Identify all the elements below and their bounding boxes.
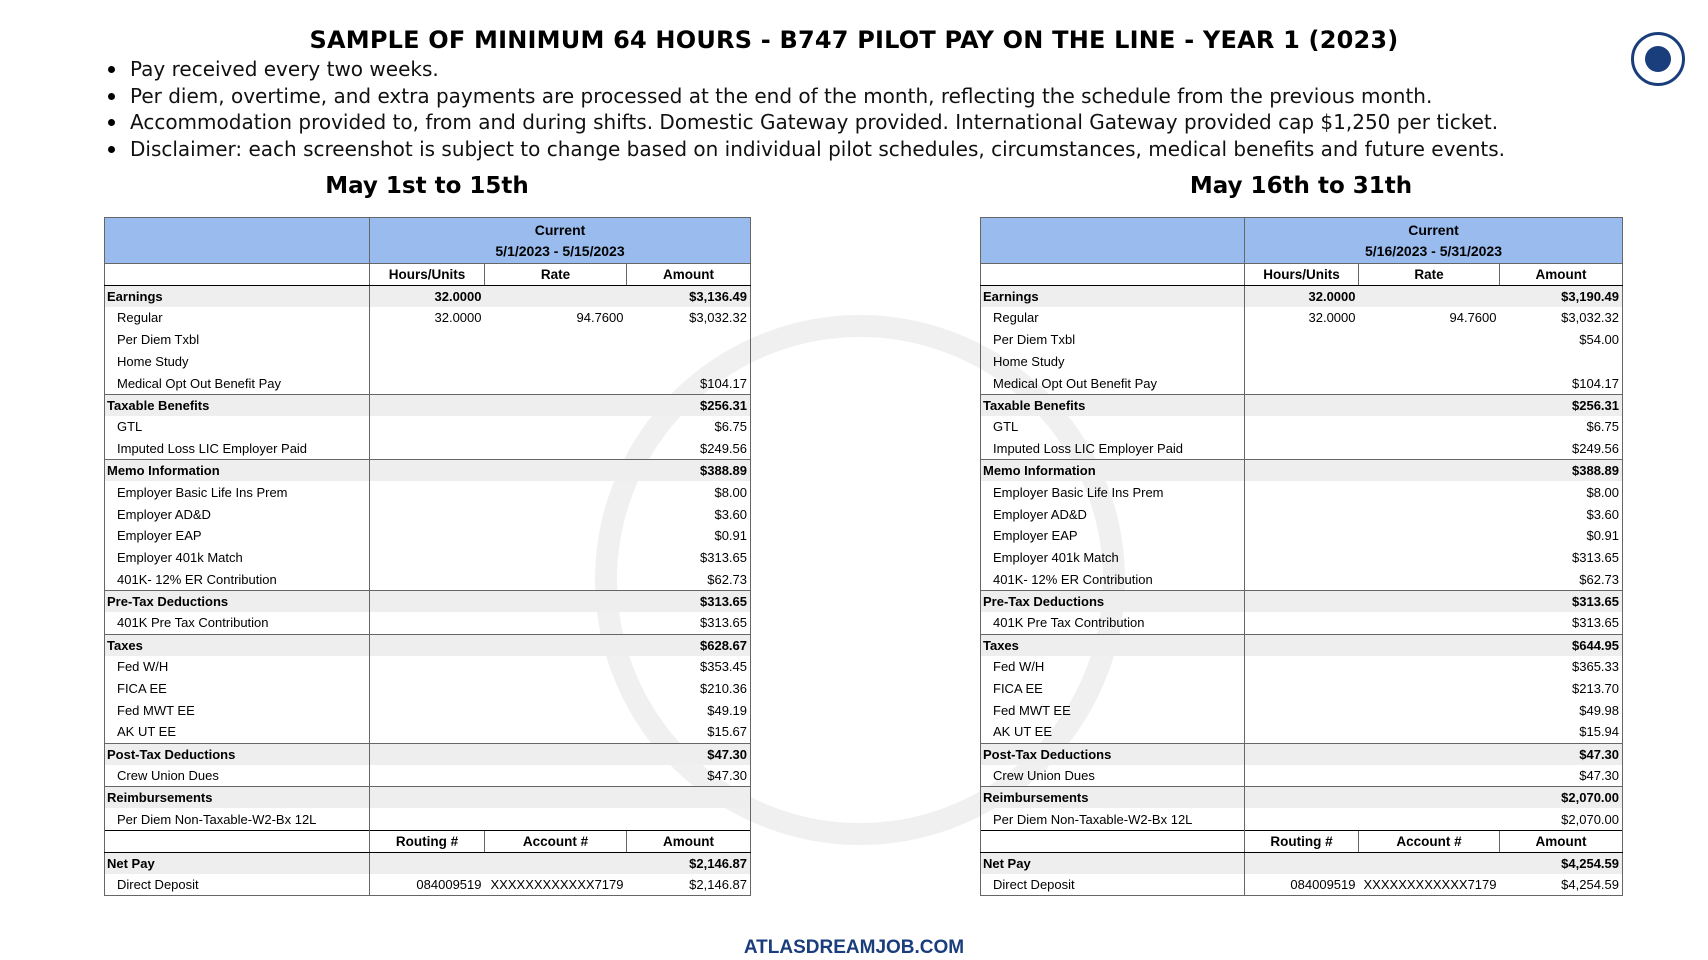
line-row-employer-basic-life: Employer Basic Life Ins Prem $8.00	[981, 481, 1623, 503]
line-row-fed-wh: Fed W/H $353.45	[105, 656, 751, 678]
line-row-crew-union-dues: Crew Union Dues $47.30	[981, 765, 1623, 787]
section-row-earnings: Earnings 32.0000 $3,190.49	[981, 285, 1623, 307]
section-row-taxes: Taxes $628.67	[105, 634, 751, 656]
col-header-routing: Routing #	[370, 830, 485, 852]
logo-portrait	[1645, 46, 1671, 72]
line-row-regular: Regular 32.0000 94.7600 $3,032.32	[105, 307, 751, 329]
line-row-crew-union-dues: Crew Union Dues $47.30	[105, 765, 751, 787]
section-row-memo-information: Memo Information $388.89	[981, 460, 1623, 482]
deposit-header-row	[105, 830, 751, 852]
col-header-account: Account #	[1359, 830, 1500, 852]
col-header-hours: Hours/Units	[1245, 264, 1359, 286]
line-row-employer-eap: Employer EAP $0.91	[105, 525, 751, 547]
line-row-employer-eap: Employer EAP $0.91	[981, 525, 1623, 547]
line-row-home-study: Home Study	[105, 351, 751, 373]
col-header-amount: Amount	[627, 264, 751, 286]
line-row-er-contribution: 401K- 12% ER Contribution $62.73	[981, 569, 1623, 591]
stub-header-row	[105, 218, 751, 264]
line-row-per-diem-txbl: Per Diem Txbl $54.00	[981, 329, 1623, 351]
pay-stub-table-first-half	[104, 217, 751, 896]
line-row-employer-401k-match: Employer 401k Match $313.65	[981, 547, 1623, 569]
section-row-net-pay: Net Pay $4,254.59	[981, 852, 1623, 874]
col-header-amount: Amount	[1500, 264, 1623, 286]
deposit-header-row	[981, 830, 1623, 852]
section-row-taxable-benefits: Taxable Benefits $256.31	[105, 394, 751, 416]
line-row-regular: Regular 32.0000 94.7600 $3,032.32	[981, 307, 1623, 329]
line-row-fica-ee: FICA EE $210.36	[105, 678, 751, 700]
line-row-gtl: GTL $6.75	[105, 416, 751, 438]
line-row-fed-wh: Fed W/H $365.33	[981, 656, 1623, 678]
line-row-ak-ut-ee: AK UT EE $15.67	[105, 721, 751, 743]
line-row-per-diem-txbl: Per Diem Txbl	[105, 329, 751, 351]
line-row-fed-mwt-ee: Fed MWT EE $49.98	[981, 699, 1623, 721]
line-row-pretax-401k: 401K Pre Tax Contribution $313.65	[105, 612, 751, 634]
section-row-pretax-deductions: Pre-Tax Deductions $313.65	[981, 590, 1623, 612]
section-row-reimbursements: Reimbursements $2,070.00	[981, 787, 1623, 809]
line-row-ak-ut-ee: AK UT EE $15.94	[981, 721, 1623, 743]
section-row-taxes: Taxes $644.95	[981, 634, 1623, 656]
section-row-earnings: Earnings 32.0000 $3,136.49	[105, 285, 751, 307]
date-range: 5/1/2023 - 5/15/2023	[495, 242, 625, 259]
line-row-imputed-loss: Imputed Loss LIC Employer Paid $249.56	[981, 438, 1623, 460]
info-bullet-list	[106, 56, 1505, 162]
section-row-memo-information: Memo Information $388.89	[105, 460, 751, 482]
col-header-deposit-amount: Amount	[627, 830, 751, 852]
bullet-item: Disclaimer: each screenshot is subject to change based on individual pilot schedules, circumstances, medical benefits and future events.	[106, 136, 1505, 163]
page-title: SAMPLE OF MINIMUM 64 HOURS - B747 PILOT PAY ON THE LINE - YEAR 1 (2023)	[309, 26, 1399, 54]
line-row-per-diem-nontaxable: Per Diem Non-Taxable-W2-Bx 12L $2,070.00	[981, 808, 1623, 830]
bullet-item: Accommodation provided to, from and during shifts. Domestic Gateway provided. International Gateway provided cap $1,250 per ticket.	[106, 109, 1505, 136]
line-row-imputed-loss: Imputed Loss LIC Employer Paid $249.56	[105, 438, 751, 460]
line-row-direct-deposit: Direct Deposit 084009519 XXXXXXXXXXXX7179 $2,146.87	[105, 874, 751, 896]
line-row-medical-opt-out: Medical Opt Out Benefit Pay $104.17	[981, 372, 1623, 394]
header-blank	[105, 218, 370, 264]
line-row-per-diem-nontaxable: Per Diem Non-Taxable-W2-Bx 12L	[105, 808, 751, 830]
column-header-row	[981, 264, 1623, 286]
section-row-reimbursements: Reimbursements	[105, 787, 751, 809]
period-title-second-half: May 16th to 31th	[1189, 173, 1413, 199]
current-label: Current	[534, 221, 586, 238]
line-row-employer-add: Employer AD&D $3.60	[105, 503, 751, 525]
section-row-taxable-benefits: Taxable Benefits $256.31	[981, 394, 1623, 416]
line-row-employer-add: Employer AD&D $3.60	[981, 503, 1623, 525]
line-row-employer-401k-match: Employer 401k Match $313.65	[105, 547, 751, 569]
bullet-item: Per diem, overtime, and extra payments are processed at the end of the month, reflecting the schedule from the previous month.	[106, 83, 1505, 110]
current-label: Current	[1408, 221, 1459, 238]
line-row-medical-opt-out: Medical Opt Out Benefit Pay $104.17	[105, 372, 751, 394]
current-period-header	[1245, 218, 1623, 264]
line-row-fica-ee: FICA EE $213.70	[981, 678, 1623, 700]
period-title-first-half: May 1st to 15th	[325, 173, 529, 199]
section-row-net-pay: Net Pay $2,146.87	[105, 852, 751, 874]
col-header-rate: Rate	[485, 264, 627, 286]
section-row-posttax-deductions: Post-Tax Deductions $47.30	[981, 743, 1623, 765]
line-row-pretax-401k: 401K Pre Tax Contribution $313.65	[981, 612, 1623, 634]
stub-header-row	[981, 218, 1623, 264]
line-row-employer-basic-life: Employer Basic Life Ins Prem $8.00	[105, 481, 751, 503]
line-row-direct-deposit: Direct Deposit 084009519 XXXXXXXXXXXX7179 $4,254.59	[981, 874, 1623, 896]
col-header-routing: Routing #	[1245, 830, 1359, 852]
col-header-deposit-amount: Amount	[1500, 830, 1623, 852]
current-period-header	[370, 218, 751, 264]
line-row-er-contribution: 401K- 12% ER Contribution $62.73	[105, 569, 751, 591]
column-header-row	[105, 264, 751, 286]
section-row-posttax-deductions: Post-Tax Deductions $47.30	[105, 743, 751, 765]
line-row-fed-mwt-ee: Fed MWT EE $49.19	[105, 699, 751, 721]
col-header-rate: Rate	[1359, 264, 1500, 286]
pay-stub-table-second-half	[980, 217, 1623, 896]
header-blank	[981, 218, 1245, 264]
atlas-dream-logo-icon	[1631, 32, 1685, 86]
col-header-hours: Hours/Units	[370, 264, 485, 286]
footer-website-link[interactable]: ATLASDREAMJOB.COM	[743, 937, 965, 958]
section-row-pretax-deductions: Pre-Tax Deductions $313.65	[105, 590, 751, 612]
bullet-item: Pay received every two weeks.	[106, 56, 1505, 83]
date-range: 5/16/2023 - 5/31/2023	[1365, 242, 1503, 259]
line-row-gtl: GTL $6.75	[981, 416, 1623, 438]
line-row-home-study: Home Study	[981, 351, 1623, 373]
col-header-account: Account #	[485, 830, 627, 852]
